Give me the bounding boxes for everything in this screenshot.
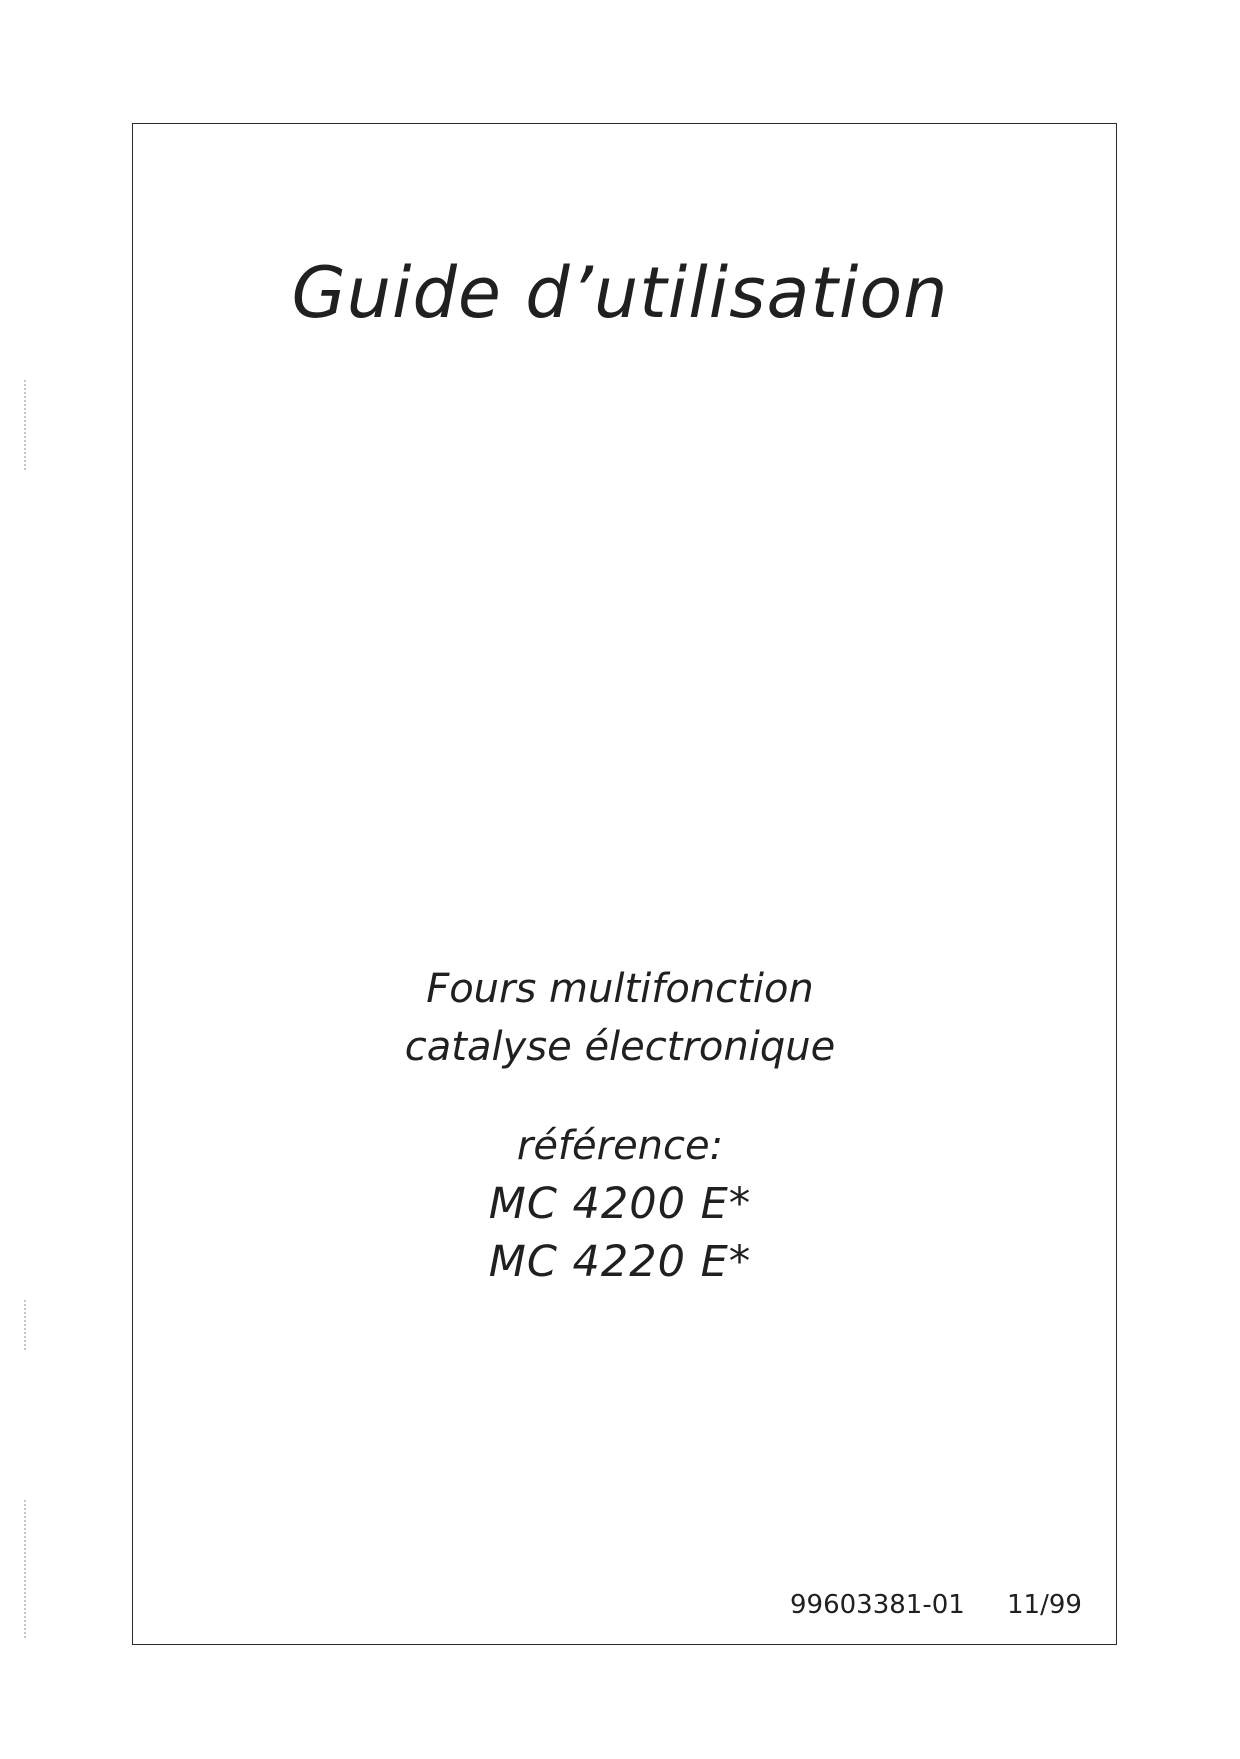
product-description [0, 960, 1240, 1076]
product-description-line-1: Fours multifonction [426, 966, 814, 1012]
model-number-1: MC 4200 E* [488, 1179, 752, 1229]
reference-block [0, 1117, 1240, 1291]
scan-artifact-top [24, 380, 26, 470]
reference-label: référence: [516, 1123, 724, 1169]
scan-artifact-middle [24, 1300, 26, 1350]
document-title: Guide d’utilisation [291, 252, 949, 334]
product-description-line-2: catalyse électronique [404, 1024, 836, 1070]
document-code: 99603381-01 [790, 1590, 965, 1620]
document-date: 11/99 [1007, 1590, 1082, 1620]
page-border-frame [132, 123, 1117, 1645]
model-number-2: MC 4220 E* [488, 1237, 752, 1287]
scan-artifact-bottom [24, 1500, 26, 1640]
